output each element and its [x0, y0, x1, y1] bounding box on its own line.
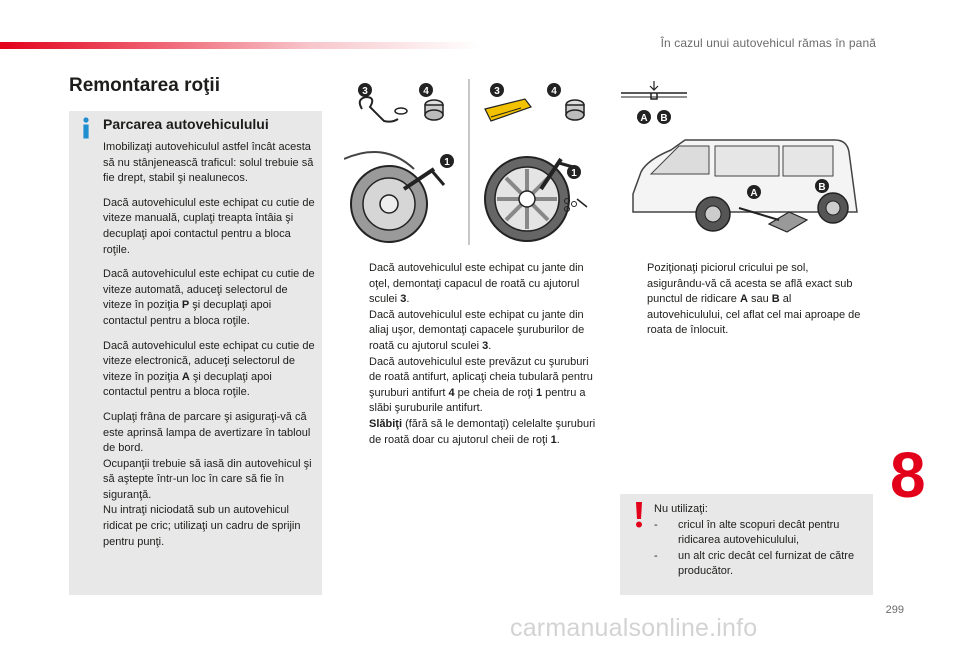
illustration-alloy-wheel: [479, 79, 612, 245]
steel-wheel-icon: [344, 152, 427, 242]
info-icon: [78, 117, 94, 139]
list-item: Dacă autovehiculul este prevăzut cu şuruburi de roată antifurt, aplicaţi cheia tubulară pentru şuruburi antifurt 4 pe cheia de roţi 1 pentru a slăbi şuruburile antifurt.: [369, 355, 593, 415]
callout-b: [657, 110, 671, 124]
info-box: [69, 111, 322, 595]
callout-three: [358, 83, 372, 97]
page-title: Remontarea roţii: [69, 75, 220, 96]
svg-text:B: B: [818, 182, 826, 193]
watermark: carmanualsonline.info: [510, 614, 758, 642]
steps-list-wheel-bolts: [342, 261, 598, 448]
illustration-van-jack: [619, 132, 873, 245]
svg-text:A: A: [640, 113, 648, 124]
callout-a: [747, 185, 761, 199]
svg-text:1: 1: [571, 168, 577, 179]
antitheft-socket-icon: [566, 100, 584, 120]
steps-list-jack: [620, 261, 864, 339]
info-box-title: Parcarea autovehiculului: [103, 116, 269, 132]
warning-icon: [632, 502, 646, 528]
page-number: 299: [885, 604, 904, 616]
svg-text:3: 3: [362, 86, 368, 97]
info-box-text: [103, 140, 317, 559]
header-accent-bar: [0, 42, 480, 49]
illustration-jacking-point: [619, 79, 689, 130]
antitheft-socket-icon: [425, 100, 443, 120]
callout-four: [547, 83, 561, 97]
warning-item: - un alt cric decât cel furnizat de către producător.: [654, 549, 855, 578]
list-item: Poziţionaţi piciorul cricului pe sol, asigurându-vă că acesta se află exact sub punctul de ridicare A sau B al autovehiculului, cel aflat cel mai aproape de roata de înlocuit.: [647, 262, 861, 337]
info-paragraph: Imobilizaţi autovehiculul astfel încât acesta să nu stânjenească traficul: solul trebuie să fie drept, stabil şi nealunecos.: [103, 141, 314, 185]
callout-a: [637, 110, 651, 124]
list-item: Slăbiţi (fără să le demontaţi) celelalte şuruburi de roată doar cu ajutorul cheii de roţi 1.: [369, 417, 596, 446]
list-item: Dacă autovehiculul este echipat cu jante din aliaj uşor, demontaţi capacele şuruburilor de roată cu ajutorul sculei 3.: [369, 308, 585, 352]
callout-one: [440, 154, 454, 168]
warning-box: [620, 494, 873, 595]
list-item: Dacă autovehiculul este echipat cu jante din oţel, demontaţi capacul de roată cu ajutorul sculei 3.: [369, 262, 584, 306]
warning-text: [654, 502, 866, 580]
callout-four: [419, 83, 433, 97]
svg-text:4: 4: [423, 86, 429, 97]
bolt-cap-tool-icon: [485, 99, 531, 121]
svg-text:4: 4: [551, 86, 557, 97]
chapter-number: 8: [890, 439, 926, 511]
svg-text:1: 1: [444, 157, 450, 168]
info-paragraph: Dacă autovehiculul este echipat cu cutie de viteze automată, aduceţi selectorul de viteze în poziţia P şi decuplaţi apoi contactul pentru a bloca roţile.: [103, 268, 315, 327]
callout-one: [567, 165, 581, 179]
alloy-wheel-icon: [485, 157, 569, 241]
jacking-point-icon: [621, 81, 687, 99]
hook-tool-icon: [360, 97, 407, 122]
callout-b: [815, 179, 829, 193]
section-title: În cazul unui autovehicul rămas în pană: [660, 36, 876, 50]
svg-text:3: 3: [494, 86, 500, 97]
info-paragraph: Dacă autovehiculul este echipat cu cutie de viteze manuală, cuplaţi treapta întâia şi decuplaţi apoi contactul pentru a bloca roţile.: [103, 196, 315, 256]
info-paragraph: Cuplaţi frâna de parcare şi asiguraţi-vă că este aprinsă lampa de avertizare în tabloul de bord. Ocupanţii trebuie să iasă din autovehicul şi să aştepte într-un loc în care să fie în siguranţă. Nu intraţi niciodată sub un autovehicul ridicat pe cric; utilizaţi un cadru de sprijin pentru punţi.: [103, 410, 312, 548]
warning-item: - cricul în alte scopuri decât pentru ridicarea autovehiculului,: [654, 518, 840, 547]
callout-three: [490, 83, 504, 97]
svg-text:B: B: [660, 113, 668, 124]
illustration-steel-wheel: [344, 79, 477, 245]
info-paragraph: Dacă autovehiculul este echipat cu cutie de viteze electronică, aduceţi selectorul de viteze în poziţia A şi decuplaţi apoi contactul pentru a bloca roţile.: [103, 339, 315, 399]
warning-intro: Nu utilizaţi:: [654, 503, 708, 515]
svg-text:A: A: [750, 188, 758, 199]
